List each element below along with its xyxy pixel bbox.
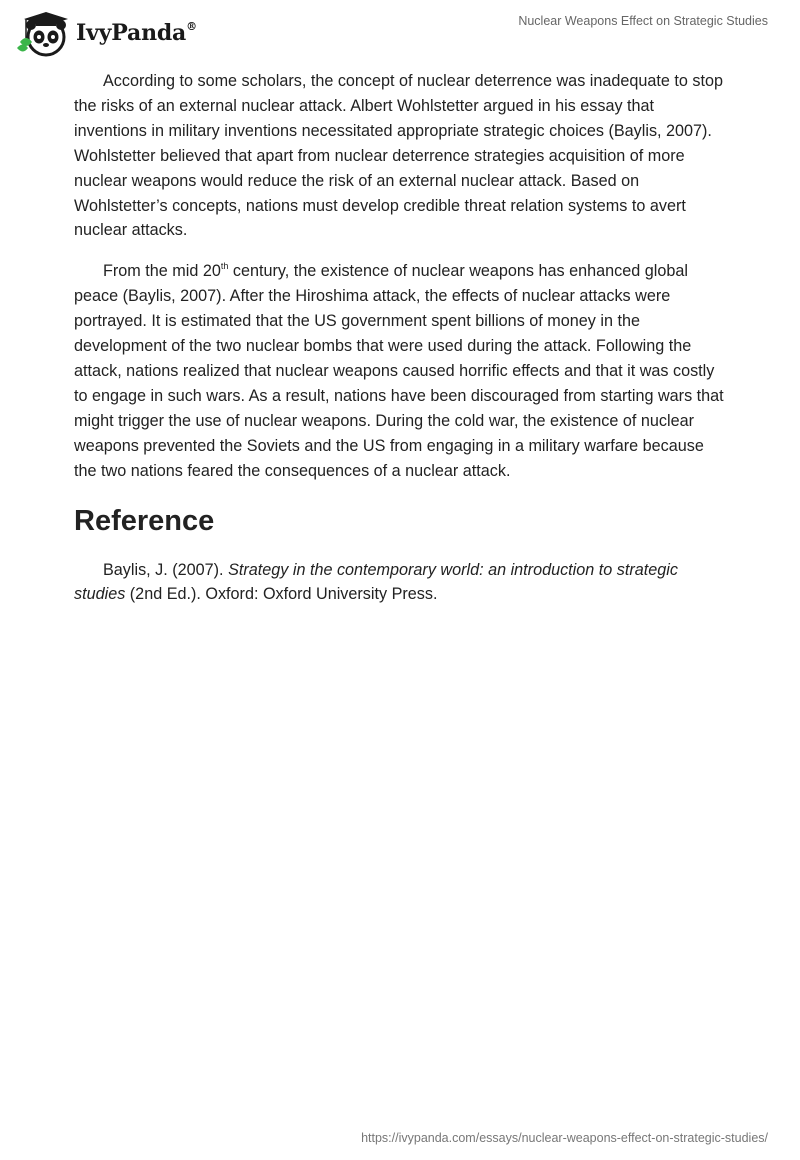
reference-title: Strategy in the contemporary world: an introduction to strategic studies [74,560,678,604]
brand-name: IvyPanda® [76,19,197,46]
paragraph-2: From the mid 20th century, the existence of nuclear weapons has enhanced global peace (Baylis, 2007). After the Hiroshima attack, the effects of nuclear attacks were portrayed. It is estimated that the US government spent billions of money in the development of the two nuclear bombs that were used during the attack. Following the attack, nations realized that nuclear weapons caused horrific effects and that it was costly to engage in such wars. As a result, nations have been discouraged from starting wars that might trigger the use of nuclear weapons. During the cold war, the existence of nuclear weapons prevented the Soviets and the US from engaging in a military warfare because the two nations feared the consequences of a nuclear attack. [74,260,724,480]
paragraph-1: According to some scholars, the concept of nuclear deterrence was inadequate to stop the risks of an external nuclear attack. Albert Wohlstetter argued in his essay that inventions in military inventions necessitated appropriate strategic choices (Baylis, 2007). Wohlstetter believed that apart from nuclear deterrence strategies acquisition of more nuclear weapons would reduce the risk of an external nuclear attack. Based on Wohlstetter’s concepts, nations must develop credible threat relation systems to avert nuclear attacks. [74,72,723,240]
reference-author-year: Baylis, J. (2007). [103,560,229,579]
document-title: Nuclear Weapons Effect on Strategic Studies [518,14,768,28]
reference-heading: Reference [74,504,215,537]
registered-mark: ® [186,19,197,33]
source-url[interactable]: https://ivypanda.com/essays/nuclear-weapons-effect-on-strategic-studies/ [361,1131,768,1145]
page-header [0,0,800,64]
panda-graduate-icon [14,8,74,58]
reference-publisher: (2nd Ed.). Oxford: Oxford University Press. [125,585,438,604]
ordinal-superscript: th [220,260,229,271]
reference-item [74,558,726,608]
essay-body [74,69,726,607]
brand-logo[interactable] [14,8,197,58]
